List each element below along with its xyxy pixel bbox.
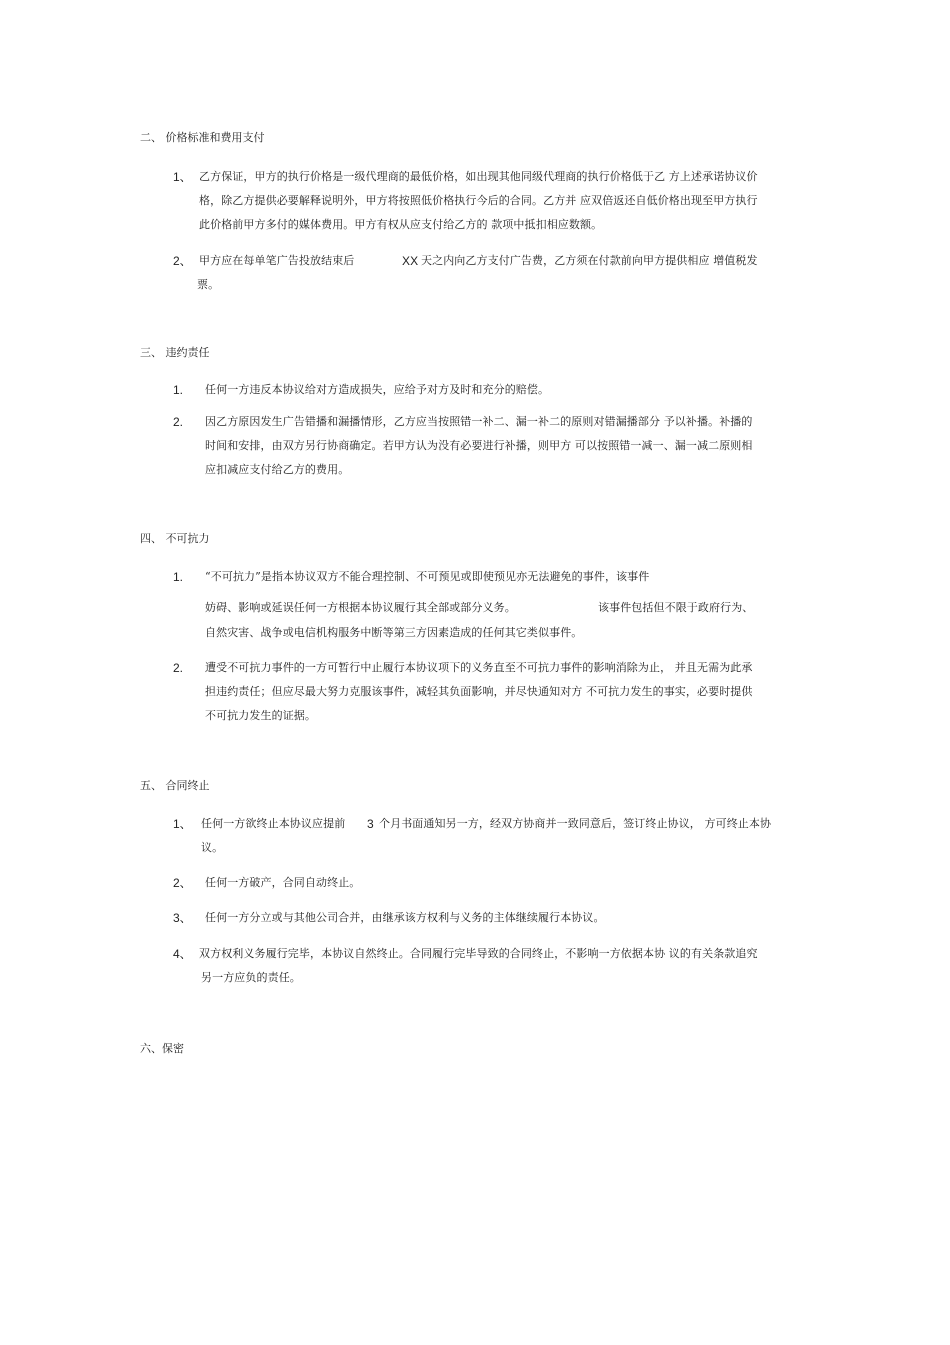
item-text-line: 议。	[201, 841, 224, 854]
item-number: 1、	[173, 170, 192, 184]
item-text-line: 任何一方欲终止本协议应提前	[201, 817, 346, 830]
item-text-line: 乙方保证，甲方的执行价格是一级代理商的最低价格，如出现其他同级代理商的执行价格低于乙 方上述承诺协议价	[199, 170, 758, 183]
item-text-line: 不可抗力发生的证据。	[205, 709, 316, 722]
item-number: 2、	[173, 876, 192, 890]
section-heading-liability: 三、 违约责任	[140, 346, 210, 359]
section-heading-termination: 五、 合同终止	[140, 779, 210, 792]
item-text-line: 遭受不可抗力事件的一方可暂行中止履行本协议项下的义务直至不可抗力事件的影响消除为止， 并且无需为此承	[205, 661, 753, 674]
item-number: 2.	[173, 415, 184, 429]
item-number: 2.	[173, 661, 184, 675]
section-heading-pricing: 二、 价格标准和费用支付	[140, 131, 265, 144]
item-text-line: 天之内向乙方支付广告费，乙方须在付款前向甲方提供相应 增值税发	[421, 254, 758, 267]
item-text-line: 任何一方分立或与其他公司合并，由继承该方权利与义务的主体继续履行本协议。	[205, 911, 605, 924]
item-text-line: “不可抗力”是指本协议双方不能合理控制、不可预见或即使预见亦无法避免的事件，该事件	[205, 570, 650, 583]
days-value: XX	[402, 254, 419, 268]
section-heading-force-majeure: 四、 不可抗力	[140, 532, 210, 545]
item-text-line: 此价格前甲方多付的媒体费用。甲方有权从应支付给乙方的 款项中抵扣相应数额。	[199, 218, 603, 231]
item-text-line: 票。	[197, 278, 220, 291]
months-value: 3	[367, 817, 374, 831]
section-heading-confidentiality: 六、保密	[140, 1042, 184, 1055]
item-text-line: 个月书面通知另一方，经双方协商并一致同意后，签订终止协议， 方可终止本协	[379, 817, 772, 830]
item-text-line: 甲方应在每单笔广告投放结束后	[199, 254, 355, 267]
item-number: 1.	[173, 383, 184, 397]
item-number: 4、	[173, 947, 192, 961]
item-text-line: 妨碍、影响或延误任何一方根据本协议履行其全部或部分义务。	[205, 601, 516, 614]
item-text-line: 时间和安排，由双方另行协商确定。若甲方认为没有必要进行补播，则甲方 可以按照错一减一、漏一减二原则相	[205, 439, 753, 452]
item-text-line: 任何一方破产，合同自动终止。	[205, 876, 361, 889]
item-text-line: 自然灾害、战争或电信机构服务中断等第三方因素造成的任何其它类似事件。	[205, 626, 583, 639]
item-text-line: 该事件包括但不限于政府行为、	[598, 601, 754, 614]
item-text-line: 任何一方违反本协议给对方造成损失，应给予对方及时和充分的赔偿。	[205, 383, 550, 396]
item-number: 3、	[173, 911, 192, 925]
item-text-line: 格，除乙方提供必要解释说明外，甲方将按照低价格执行今后的合同。乙方并 应双倍返还自低价格出现至甲方执行	[199, 194, 758, 207]
item-number: 1、	[173, 817, 192, 831]
item-text-line: 应扣减应支付给乙方的费用。	[205, 463, 350, 476]
item-text-line: 因乙方原因发生广告错播和漏播情形，乙方应当按照错一补二、漏一补二的原则对错漏播部分 予以补播。补播的	[205, 415, 753, 428]
item-text-line: 双方权利义务履行完毕，本协议自然终止。合同履行完毕导致的合同终止，不影响一方依据本协 议的有关条款追究	[199, 947, 758, 960]
item-number: 1.	[173, 570, 184, 584]
item-text-line: 另一方应负的责任。	[201, 971, 301, 984]
item-text-line: 担违约责任；但应尽最大努力克服该事件，减轻其负面影响，并尽快通知对方 不可抗力发生的事实，必要时提供	[205, 685, 753, 698]
item-number: 2、	[173, 254, 192, 268]
